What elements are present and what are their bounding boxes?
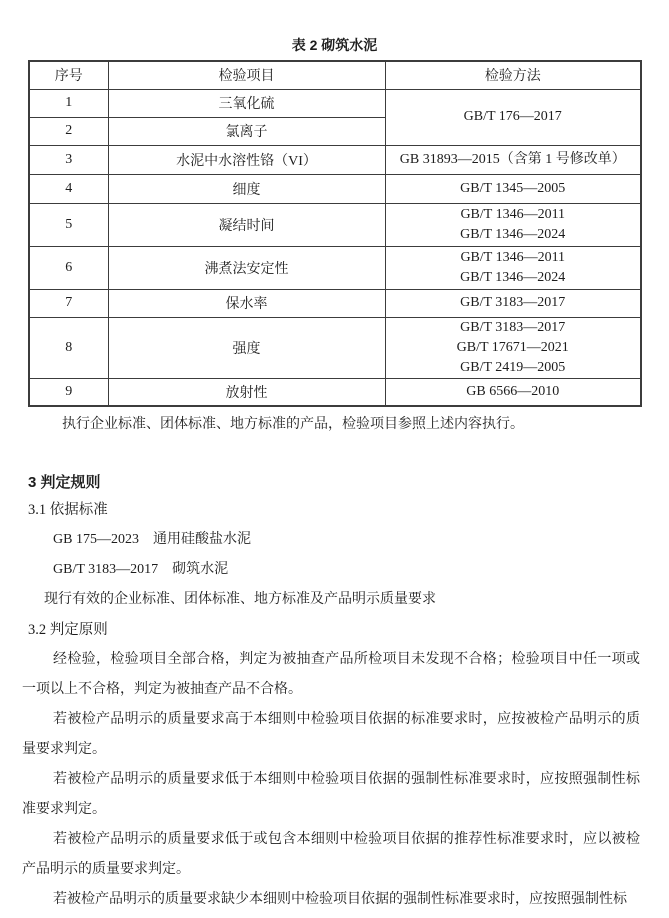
table-row xyxy=(29,89,641,117)
cell-item: 三氧化硫 xyxy=(108,89,385,117)
cell-method xyxy=(385,145,641,174)
col-header-method: 检验方法 xyxy=(385,61,641,89)
cell-method xyxy=(385,289,641,317)
cell-item: 强度 xyxy=(108,317,385,378)
cell-method xyxy=(385,317,641,378)
table-row xyxy=(29,378,641,406)
table-row xyxy=(29,317,641,378)
cell-item: 保水率 xyxy=(108,289,385,317)
section-3 xyxy=(22,465,640,915)
method-line: GB/T 3183—2017 xyxy=(460,295,566,310)
table-row xyxy=(29,203,641,246)
cell-no: 2 xyxy=(29,117,108,145)
method-line: GB 31893—2015（含第 1 号修改单） xyxy=(399,151,626,167)
method-line: GB/T 1346—2011 xyxy=(460,249,566,265)
cell-no: 5 xyxy=(29,203,108,246)
method-line: GB/T 17671—2021 xyxy=(456,339,569,355)
reference-standard: GB 175—2023 通用硅酸盐水泥 xyxy=(53,532,251,547)
cell-no: 1 xyxy=(29,89,108,117)
method-line: GB/T 1346—2024 xyxy=(460,226,566,242)
col-header-item: 检验项目 xyxy=(108,61,385,89)
table-row xyxy=(29,174,641,203)
cell-item: 水泥中水溶性铬（VI） xyxy=(108,145,385,174)
cell-method xyxy=(385,246,641,289)
section-3-1-heading: 3.1 依据标准 xyxy=(28,502,108,518)
judgment-paragraph: 若被检产品明示的质量要求低于本细则中检验项目依据的强制性标准要求时，应按照强制性标准要求判定。 xyxy=(22,772,640,817)
reference-standard: GB/T 3183—2017 砌筑水泥 xyxy=(53,562,229,577)
cell-no: 6 xyxy=(29,246,108,289)
cell-no: 3 xyxy=(29,145,108,174)
cell-item: 放射性 xyxy=(108,378,385,406)
method-line: GB/T 176—2017 xyxy=(463,109,562,124)
method-line: GB/T 2419—2005 xyxy=(460,359,566,375)
cell-no: 7 xyxy=(29,289,108,317)
cell-method xyxy=(385,174,641,203)
col-header-no: 序号 xyxy=(29,61,108,89)
table-caption: 表 2 砌筑水泥 xyxy=(291,37,378,53)
cell-item: 沸煮法安定性 xyxy=(108,246,385,289)
table-row xyxy=(29,145,641,174)
inspection-table xyxy=(28,60,642,407)
reference-note: 现行有效的企业标准、团体标准、地方标准及产品明示质量要求 xyxy=(44,592,436,607)
cell-method xyxy=(385,89,641,145)
method-line: GB/T 1345—2005 xyxy=(460,180,566,196)
section-3-2-heading: 3.2 判定原则 xyxy=(28,622,108,638)
judgment-paragraph: 若被检产品明示的质量要求高于本细则中检验项目依据的标准要求时，应按被检产品明示的质量要求判定。 xyxy=(22,712,640,757)
method-line: GB 6566—2010 xyxy=(466,383,560,399)
cell-no: 8 xyxy=(29,317,108,378)
cell-method xyxy=(385,378,641,406)
method-line: GB/T 1346—2024 xyxy=(460,269,566,285)
judgment-paragraph: 若被检产品明示的质量要求缺少本细则中检验项目依据的强制性标准要求时，应按照强制性标 xyxy=(53,892,627,907)
judgment-paragraph: 若被检产品明示的质量要求低于或包含本细则中检验项目依据的推荐性标准要求时，应以被检产品明示的质量要求判定。 xyxy=(22,832,640,877)
cell-no: 9 xyxy=(29,378,108,406)
method-line: GB/T 3183—2017 xyxy=(460,319,566,335)
cell-item: 氯离子 xyxy=(108,117,385,145)
cell-method xyxy=(385,203,641,246)
table-row xyxy=(29,246,641,289)
table-row xyxy=(29,289,641,317)
cell-item: 凝结时间 xyxy=(108,203,385,246)
judgment-paragraph: 经检验，检验项目全部合格，判定为被抽查产品所检项目未发现不合格；检验项目中任一项或一项以上不合格，判定为被抽查产品不合格。 xyxy=(22,652,640,697)
cell-item: 细度 xyxy=(108,174,385,203)
cell-no: 4 xyxy=(29,174,108,203)
section-3-heading: 3 判定规则 xyxy=(28,474,101,491)
method-line: GB/T 1346—2011 xyxy=(460,206,566,222)
table-footnote: 执行企业标准、团体标准、地方标准的产品，检验项目参照上述内容执行。 xyxy=(62,417,524,432)
table-header-row xyxy=(29,61,641,89)
